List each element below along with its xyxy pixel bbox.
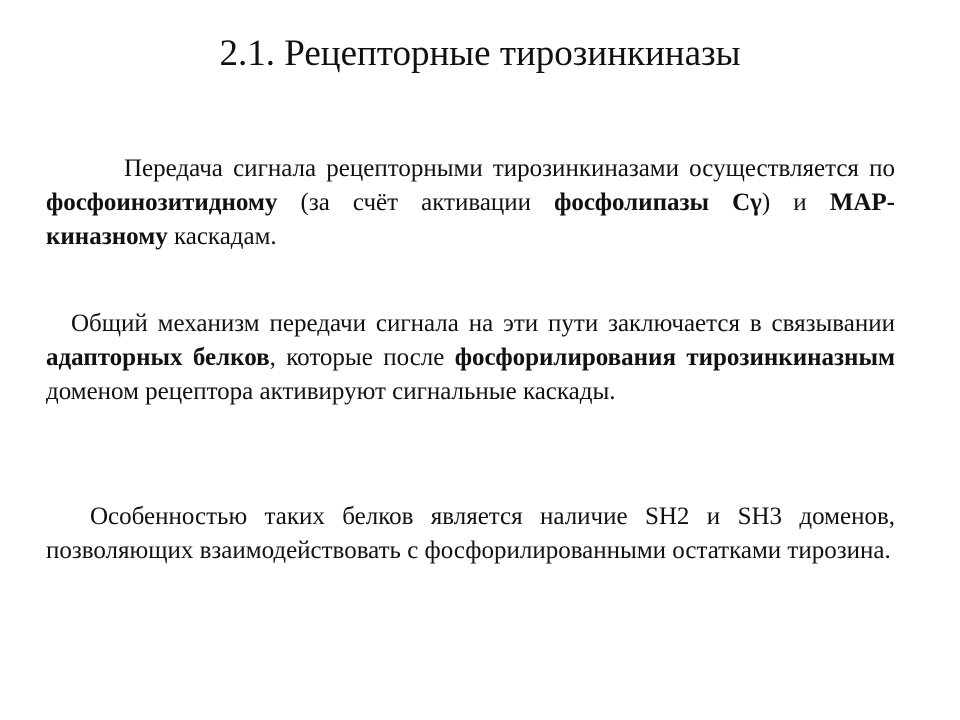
paragraph-sh-domains [46, 500, 895, 568]
paragraph-signal-transmission [46, 152, 895, 254]
paragraph2-text-1: Общий механизм передачи сигнала на эти пути заключается в связывании [71, 310, 895, 337]
paragraph2-text-3: доменом рецептора активируют сигнальные каскады. [46, 378, 616, 405]
paragraph2-text-2: , которые после [269, 344, 455, 371]
paragraph1-bold-phosphoinositide: фосфоинозитидному [46, 189, 278, 216]
paragraph1-text-2: (за счёт активации [277, 189, 555, 216]
paragraph1-text-3: ) и [761, 189, 830, 216]
paragraph-general-mechanism [46, 307, 895, 409]
paragraph1-text-1: Передача сигнала рецепторными тирозинкиназами осуществляется по [124, 155, 895, 182]
paragraph2-bold-adapter-proteins: адапторных белков [46, 344, 270, 371]
paragraph2-bold-phosphorylation: фосфорилирования тирозинкиназным [454, 344, 896, 371]
paragraph1-bold-phospholipase: фосфолипазы Cγ [554, 189, 762, 216]
paragraph3-text-1: Особенностью таких белков является наличие SH2 и SH3 доменов, позволяющих взаимодействовать с фосфорилированными остатками тирозина. [46, 503, 895, 564]
paragraph1-text-4: каскадам. [167, 223, 277, 250]
paragraph1-bold-map-kinase: MAP-киназному [46, 189, 895, 250]
slide-title: 2.1. Рецепторные тирозинкиназы [219, 33, 741, 74]
